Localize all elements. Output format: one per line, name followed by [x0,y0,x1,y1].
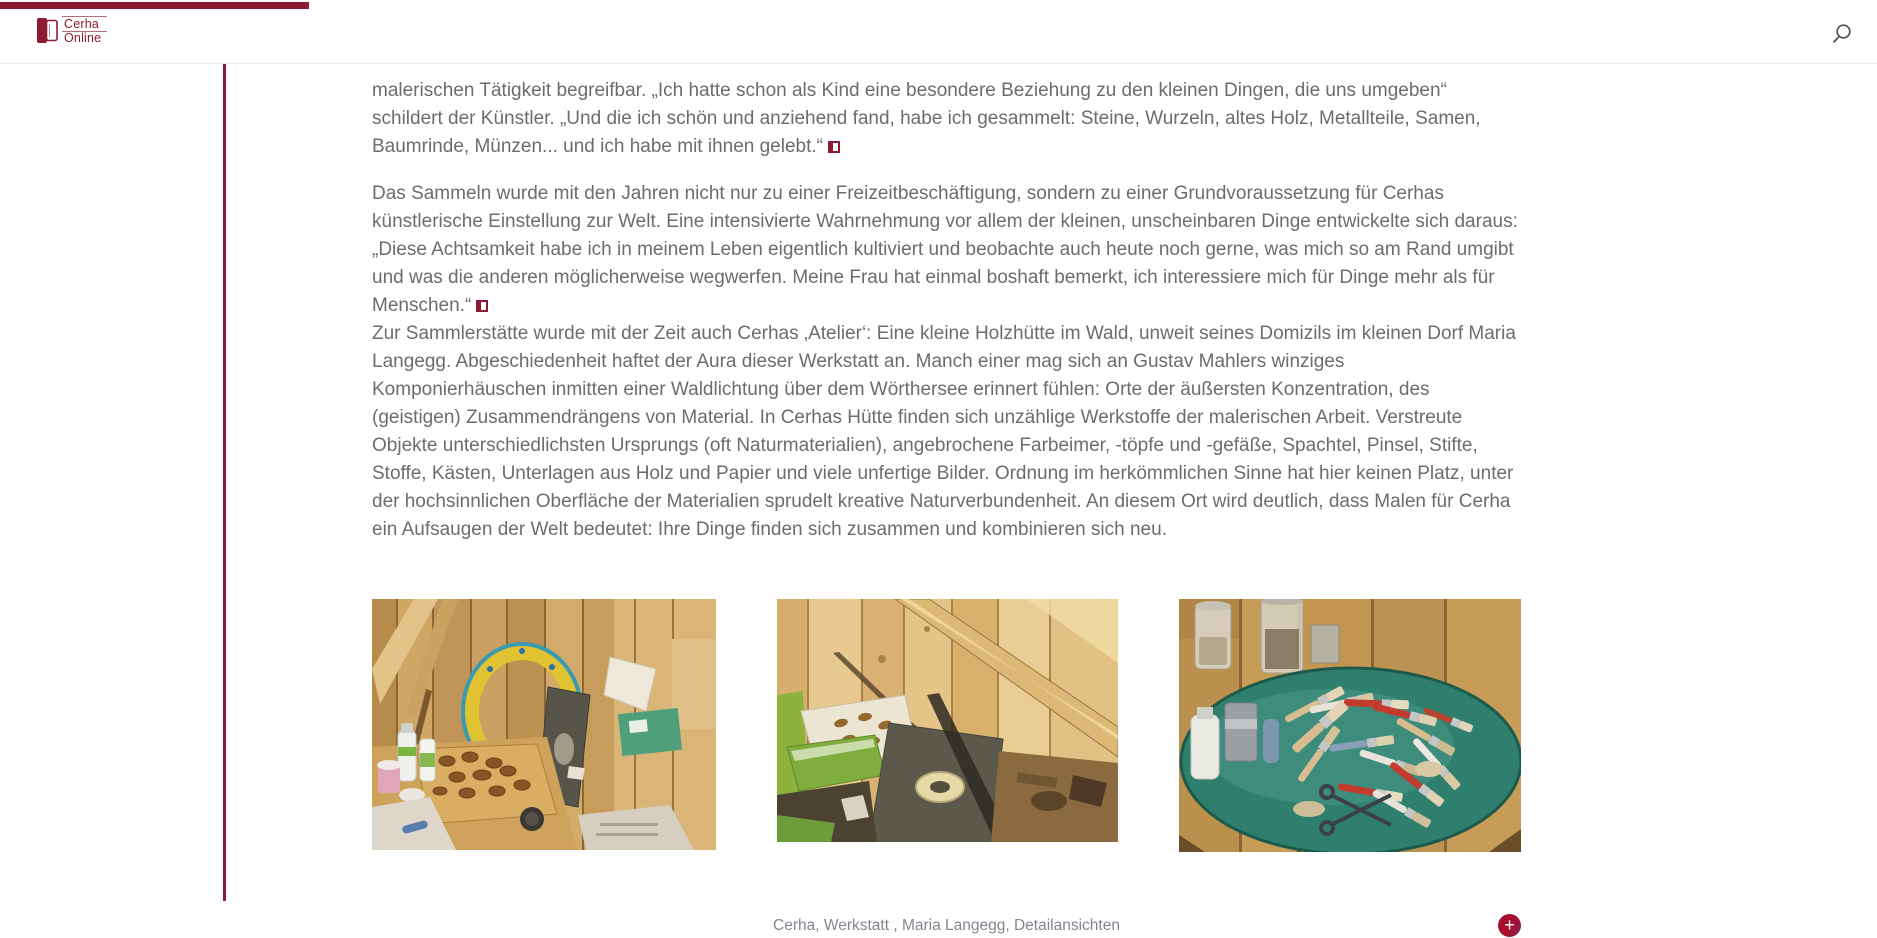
logo-line-2: Online [62,31,107,45]
photo-2-illustration [777,599,1118,842]
article-main [372,64,1521,938]
footnote-icon[interactable] [828,141,840,153]
gallery-caption: Cerha, Werkstatt , Maria Langegg, Detailansichten [773,917,1120,934]
paragraph-3-text: Zur Sammlerstätte wurde mit der Zeit auch Cerhas ‚Atelier‘: Eine kleine Holzhütte im Wald, unweit seines Domizils im kleinen Dorf Maria Langegg. Abgeschiedenheit haftet der Aura dieser Werkstatt an. Manch einer mag sich an Gustav Mahlers winziges Komponierhäuschen inmitten einer Waldlichtung über dem Wörthersee erinnert fühlen: Orte der äußersten Konzentration, des (geistigen) Zusammendrängens von Material. In Cerhas Hütte finden sich unzählige Werkstoffe der malerischen Arbeit. Verstreute Objekte unterschiedlichsten Ursprungs (oft Naturmaterialien), angebrochene Farbeimer, -töpfe und -gefäße, Spachtel, Pinsel, Stifte, Stoffe, Kästen, Unterlagen aus Holz und Papier und viele unfertige Bilder. Ordnung im herkömmlichen Sinne hat hier keinen Platz, unter der hochsinnlichen Oberfläche der Materialien sprudelt kreative Naturverbundenheit. An diesem Ort wird deutlich, dass Malen für Cerha ein Aufsaugen der Welt bedeutet: Ihre Dinge finden sich zusammen und kombinieren sich neu. [372,323,1516,540]
gallery-image-2[interactable] [777,599,1118,842]
search-button[interactable] [1831,23,1853,45]
footnote-icon-page [481,302,486,310]
footnote-icon[interactable] [476,300,488,312]
paragraph-3 [372,320,1521,544]
gallery-image-3[interactable] [1179,599,1521,852]
left-accent-rule [223,64,226,901]
plus-icon: + [1504,915,1515,935]
page-load-progress-bar [0,2,309,9]
footnote-icon-page [833,143,838,151]
photo-3-illustration [1179,599,1521,852]
photo-1-illustration [372,599,716,850]
gallery-image-1[interactable] [372,599,716,850]
logo-text [62,16,107,45]
paragraph-1-text: malerischen Tätigkeit begreifbar. „Ich hatte schon als Kind eine besondere Beziehung zu den kleinen Dingen, die uns umgeben“ schildert der Künstler. „Und die ich schön und anziehend fand, habe ich gesammelt: Steine, Wurzeln, altes Holz, Metallteile, Samen, Baumrinde, Münzen... und ich habe mit ihnen gelebt.“ [372,80,1481,157]
article-body [372,77,1521,544]
image-gallery [372,599,1521,852]
site-header [0,0,1877,64]
paragraph-2 [372,180,1521,320]
paragraph-2-text: Das Sammeln wurde mit den Jahren nicht nur zu einer Freizeitbeschäftigung, sondern zu einer Grundvoraussetzung für Cerhas künstlerische Einstellung zur Welt. Eine intensivierte Wahrnehmung vor allem der kleinen, unscheinbaren Dinge entwickelte sich daraus: „Diese Achtsamkeit habe ich in meinem Leben eigentlich kultiviert und beobachte auch heute noch gerne, was mich so am Rand umgibt und was die anderen möglicherweise wegwerfen. Meine Frau hat einmal boshaft bemerkt, ich interessiere mich für Dinge mehr als für Menschen.“ [372,183,1518,316]
gallery-caption-row [372,914,1521,938]
search-icon [1831,33,1853,48]
logo-line-1: Cerha [62,16,107,31]
expand-button[interactable] [1498,914,1521,937]
open-book-icon [37,16,59,45]
logo-link[interactable] [37,16,107,45]
paragraph-1 [372,77,1521,161]
